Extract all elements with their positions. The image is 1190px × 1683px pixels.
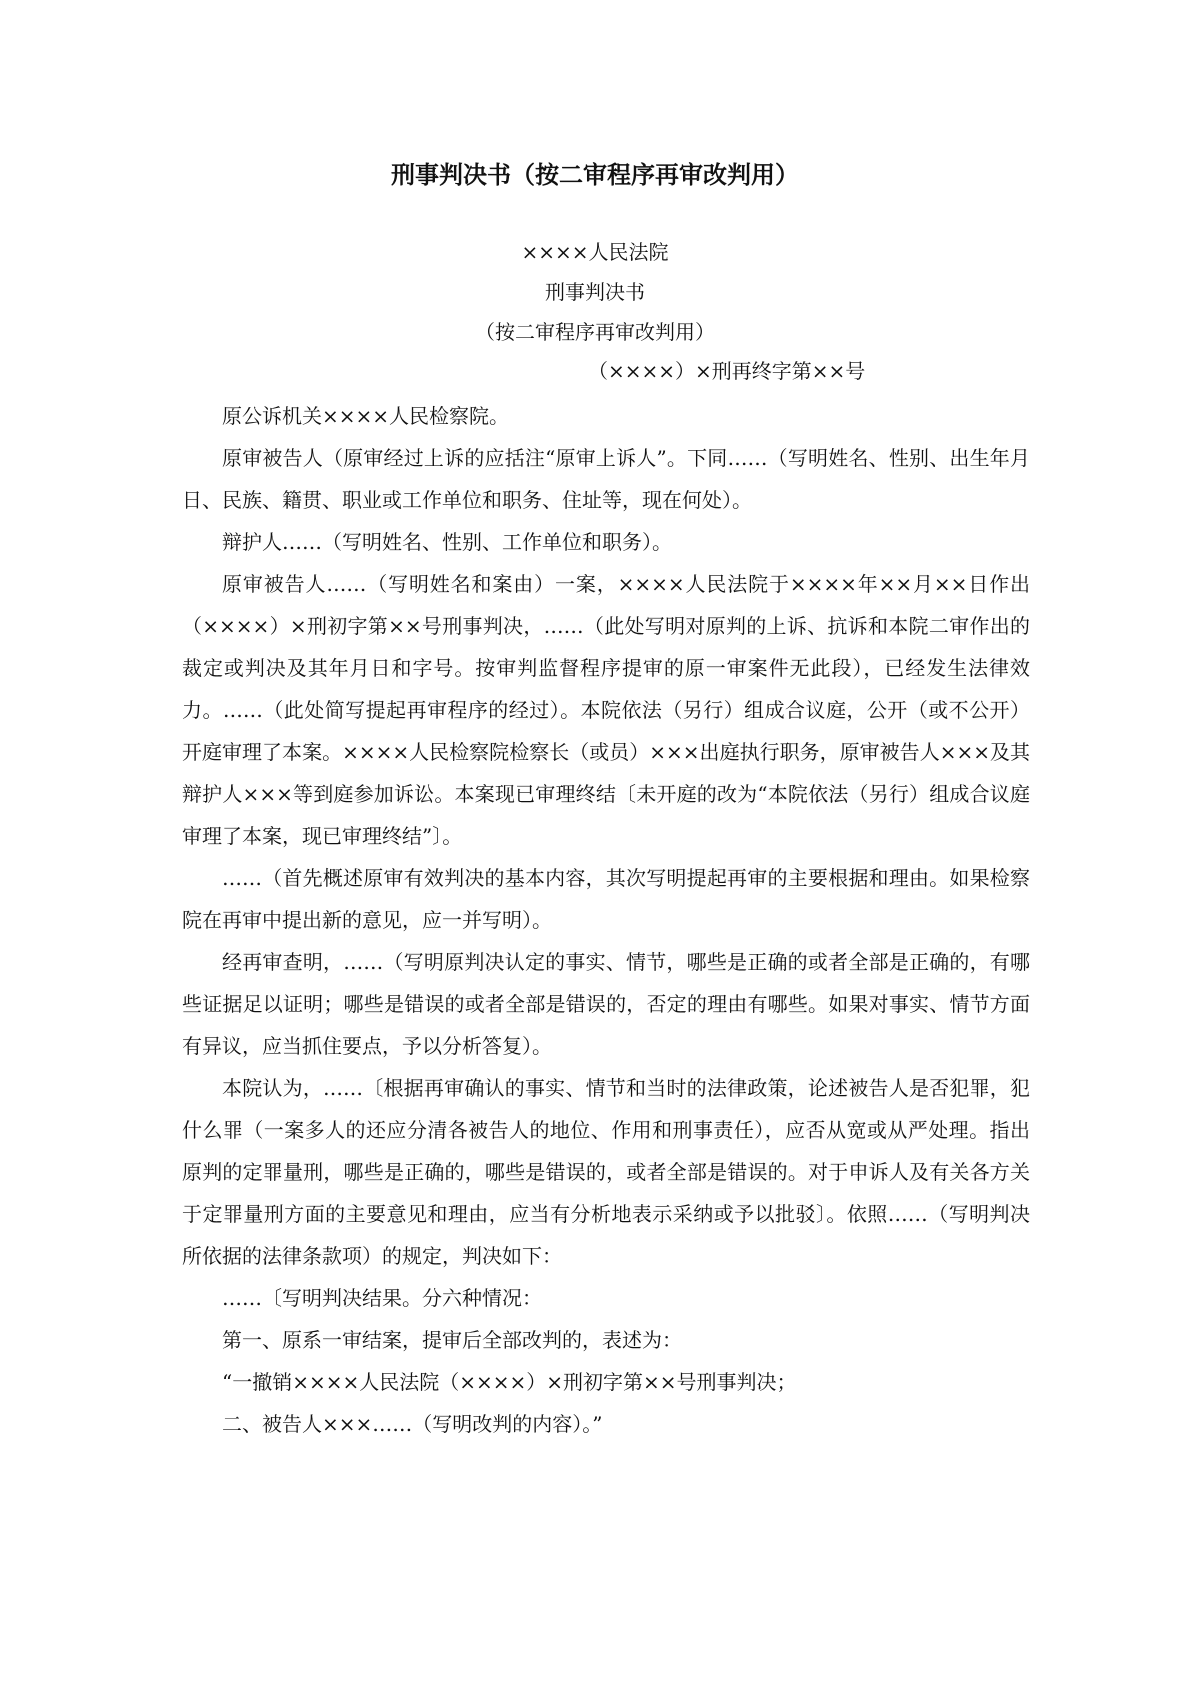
paragraph-case-history: 原审被告人……（写明姓名和案由）一案，××××人民法院于××××年××月××日作出（××××）×刑初字第××号刑事判决，……（此处写明对原判的上诉、抗诉和本院二审作出的裁定或判决及其年月日和字号。按审判监督程序提审的原一审案件无此段），已经发生法律效力。……（此处简写提起再审程序的经过）。本院依法（另行）组成合议庭，公开（或不公开）开庭审理了本案。××××人民检察院检察长（或员）×××出庭执行职务，原审被告人×××及其辩护人×××等到庭参加诉讼。本案现已审理终结〔未开庭的改为“本院依法（另行）组成合议庭审理了本案，现已审理终结”〕。 <box>182 572 1030 848</box>
paragraph-judgment-result: ……〔写明判决结果。分六种情况： <box>222 1286 542 1310</box>
paragraph-defender: 辩护人……（写明姓名、性别、工作单位和职务）。 <box>222 530 672 554</box>
paragraph-revoke: “一撤销××××人民法院（××××）×刑初字第××号刑事判决； <box>222 1370 797 1394</box>
paragraph-retrial-findings: 经再审查明，……（写明原判决认定的事实、情节，哪些是正确的或者全部是正确的，有哪些证据足以证明；哪些是错误的或者全部是错误的，否定的理由有哪些。如果对事实、情节方面有异议，应当抓住要点，予以分析答复）。 <box>182 950 1030 1058</box>
doc-subtype: （按二审程序再审改判用） <box>475 320 715 344</box>
doc-type: 刑事判决书 <box>545 280 645 304</box>
paragraph-prosecutor: 原公诉机关××××人民检察院。 <box>222 404 510 428</box>
paragraph-revised: 二、被告人×××……（写明改判的内容）。” <box>222 1412 603 1436</box>
document-body <box>182 395 1030 1445</box>
paragraph-original-judgment: ……（首先概述原审有效判决的基本内容，其次写明提起再审的主要根据和理由。如果检察院在再审中提出新的意见，应一并写明）。 <box>182 866 1030 932</box>
paragraph-court-opinion: 本院认为，……〔根据再审确认的事实、情节和当时的法律政策，论述被告人是否犯罪，犯什么罪（一案多人的还应分清各被告人的地位、作用和刑事责任），应否从宽或从严处理。指出原判的定罪量刑，哪些是正确的，哪些是错误的，或者全部是错误的。对于申诉人及有关各方关于定罪量刑方面的主要意见和理由，应当有分析地表示采纳或予以批驳〕。依照……（写明判决所依据的法律条款项）的规定，判决如下： <box>182 1076 1030 1268</box>
document-title: 刑事判决书（按二审程序再审改判用） <box>391 160 799 189</box>
court-name: ××××人民法院 <box>521 240 669 264</box>
paragraph-case-one: 第一、原系一审结案，提审后全部改判的，表述为： <box>222 1328 682 1352</box>
paragraph-defendant: 原审被告人（原审经过上诉的应括注“原审上诉人”。下同……（写明姓名、性别、出生年月日、民族、籍贯、职业或工作单位和职务、住址等，现在何处）。 <box>182 446 1030 512</box>
case-number: （××××）×刑再终字第××号 <box>588 359 866 383</box>
